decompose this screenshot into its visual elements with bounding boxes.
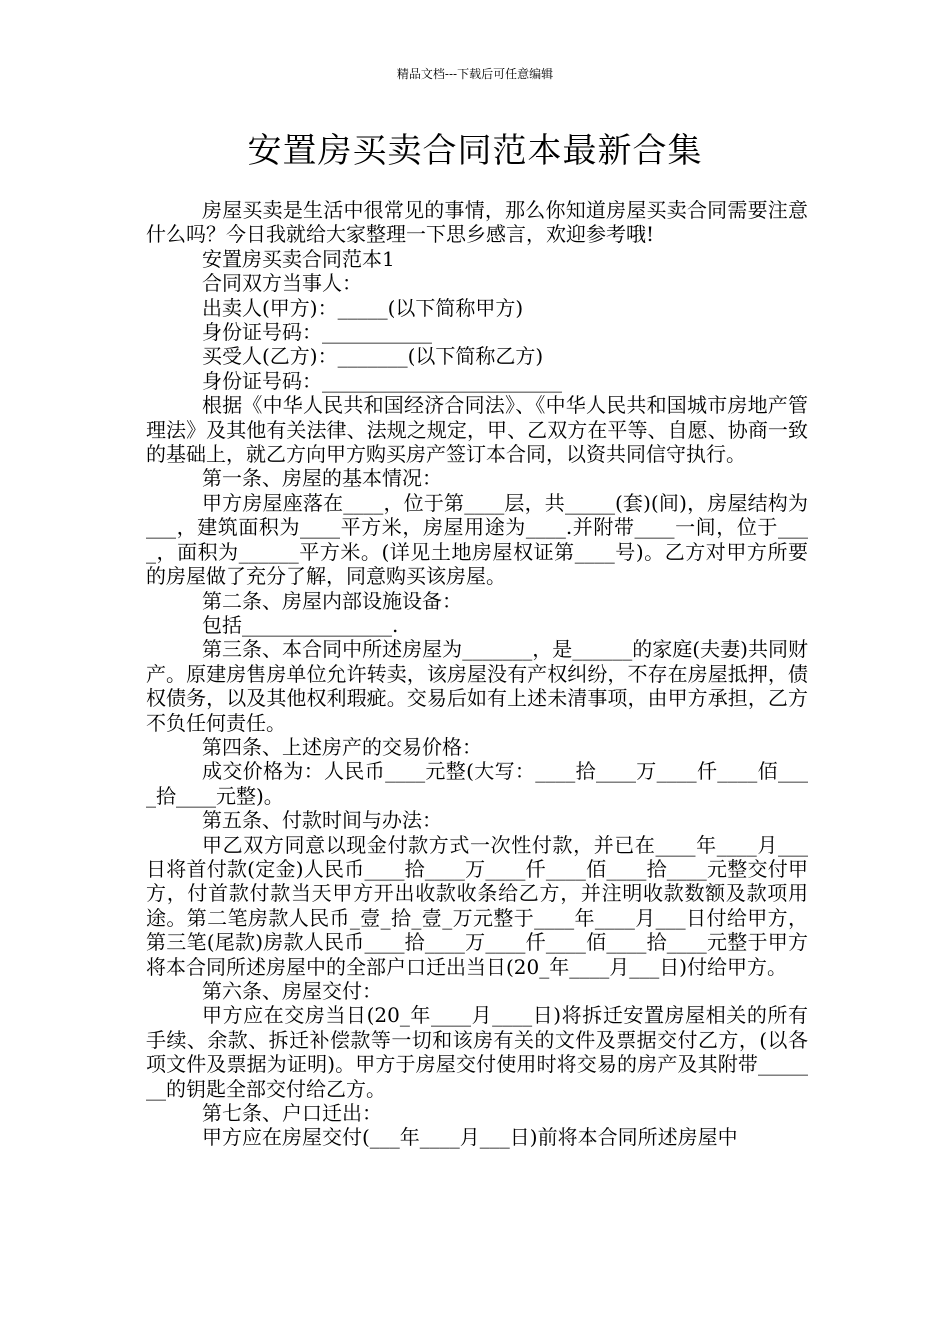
article-6-heading: 第六条、房屋交付： bbox=[202, 979, 382, 1003]
article-4-heading: 第四条、上述房产的交易价格： bbox=[202, 734, 482, 759]
article-5-heading: 第五条、付款时间与办法： bbox=[202, 808, 442, 833]
seller-line: 出卖人(甲方)：_____(以下简称甲方) bbox=[202, 295, 524, 320]
page-header: 精品文档---下载后可任意编辑 bbox=[396, 67, 554, 81]
seller-id-line: 身份证号码：___________ bbox=[202, 320, 432, 345]
intro-paragraph: 房屋买卖是生活中很常见的事情，那么你知道房屋买卖合同需要注意什么吗？今日我就给大家整理一下思乡感言，欢迎参考哦! bbox=[146, 198, 808, 247]
article-7-body: 甲方应在房屋交付(___年____月___日)前将本合同所述房屋中 bbox=[202, 1125, 738, 1150]
article-3-body: 第三条、本合同中所述房屋为_______，是______的家庭(夫妻)共同财产。原建房售房单位允许转卖，该房屋没有产权纠纷，不存在房屋抵押，债权债务，以及其他权利瑕疵。交易后如有上述未清事项，由甲方承担，乙方不负任何责任。 bbox=[146, 637, 808, 735]
paragraph: 合同双方当事人： bbox=[202, 271, 362, 296]
section-heading: 安置房买卖合同范本1 bbox=[202, 246, 395, 271]
article-7-heading: 第七条、户口迁出： bbox=[202, 1101, 382, 1126]
article-4-body: 成交价格为：人民币____元整(大写：____拾____万____仟____佰____拾____元整)。 bbox=[146, 759, 808, 808]
article-2-heading: 第二条、房屋内部设施设备： bbox=[202, 588, 462, 613]
buyer-id-line: 身份证号码：________________________ bbox=[202, 368, 562, 393]
article-1-heading: 第一条、房屋的基本情况： bbox=[202, 466, 442, 491]
article-2-body: 包括_______________. bbox=[202, 612, 399, 637]
document-title: 安置房买卖合同范本最新合集 bbox=[247, 131, 703, 171]
article-1-body: 甲方房屋座落在____，位于第____层，共_____(套)(间)，房屋结构为___，建筑面积为____平方米，房屋用途为____.并附带____一间，位于____，面积为______平方米。(详见土地房屋权证第____号)。乙方对甲方所要的房屋做了充分了解，同意购买该房屋。 bbox=[146, 490, 808, 589]
document-body bbox=[146, 198, 808, 1150]
article-5-body: 甲乙双方同意以现金付款方式一次性付款，并已在____年____月___日将首付款(定金)人民币____拾____万____仟____佰____拾____元整交付甲方，付首款付款当天甲方开出收款收条给乙方，并注明收款数额及款项用途。第二笔房款人民币_壹_拾_壹_万元整于____年____月___日付给甲方，第三笔(尾款)房款人民币____拾____万____仟____佰____拾____元整于甲方将本合同所述房屋中的全部户口迁出当日(20_年____月___日)付给甲方。 bbox=[146, 832, 808, 979]
buyer-line: 买受人(乙方)：_______(以下简称乙方) bbox=[202, 344, 544, 369]
article-6-body: 甲方应在交房当日(20_年____月____日)将拆迁安置房屋相关的所有手续、余款、拆迁补偿款等一切和该房有关的文件及票据交付乙方，(以各项文件及票据为证明)。甲方于房屋交付使用时将交易的房产及其附带_______的钥匙全部交付给乙方。 bbox=[146, 1003, 808, 1101]
legal-basis-paragraph: 根据《中华人民共和国经济合同法》、《中华人民共和国城市房地产管理法》及其他有关法律、法规之规定，甲、乙双方在平等、自愿、协商一致的基础上，就乙方向甲方购买房产签订本合同，以资共同信守执行。 bbox=[146, 393, 808, 467]
